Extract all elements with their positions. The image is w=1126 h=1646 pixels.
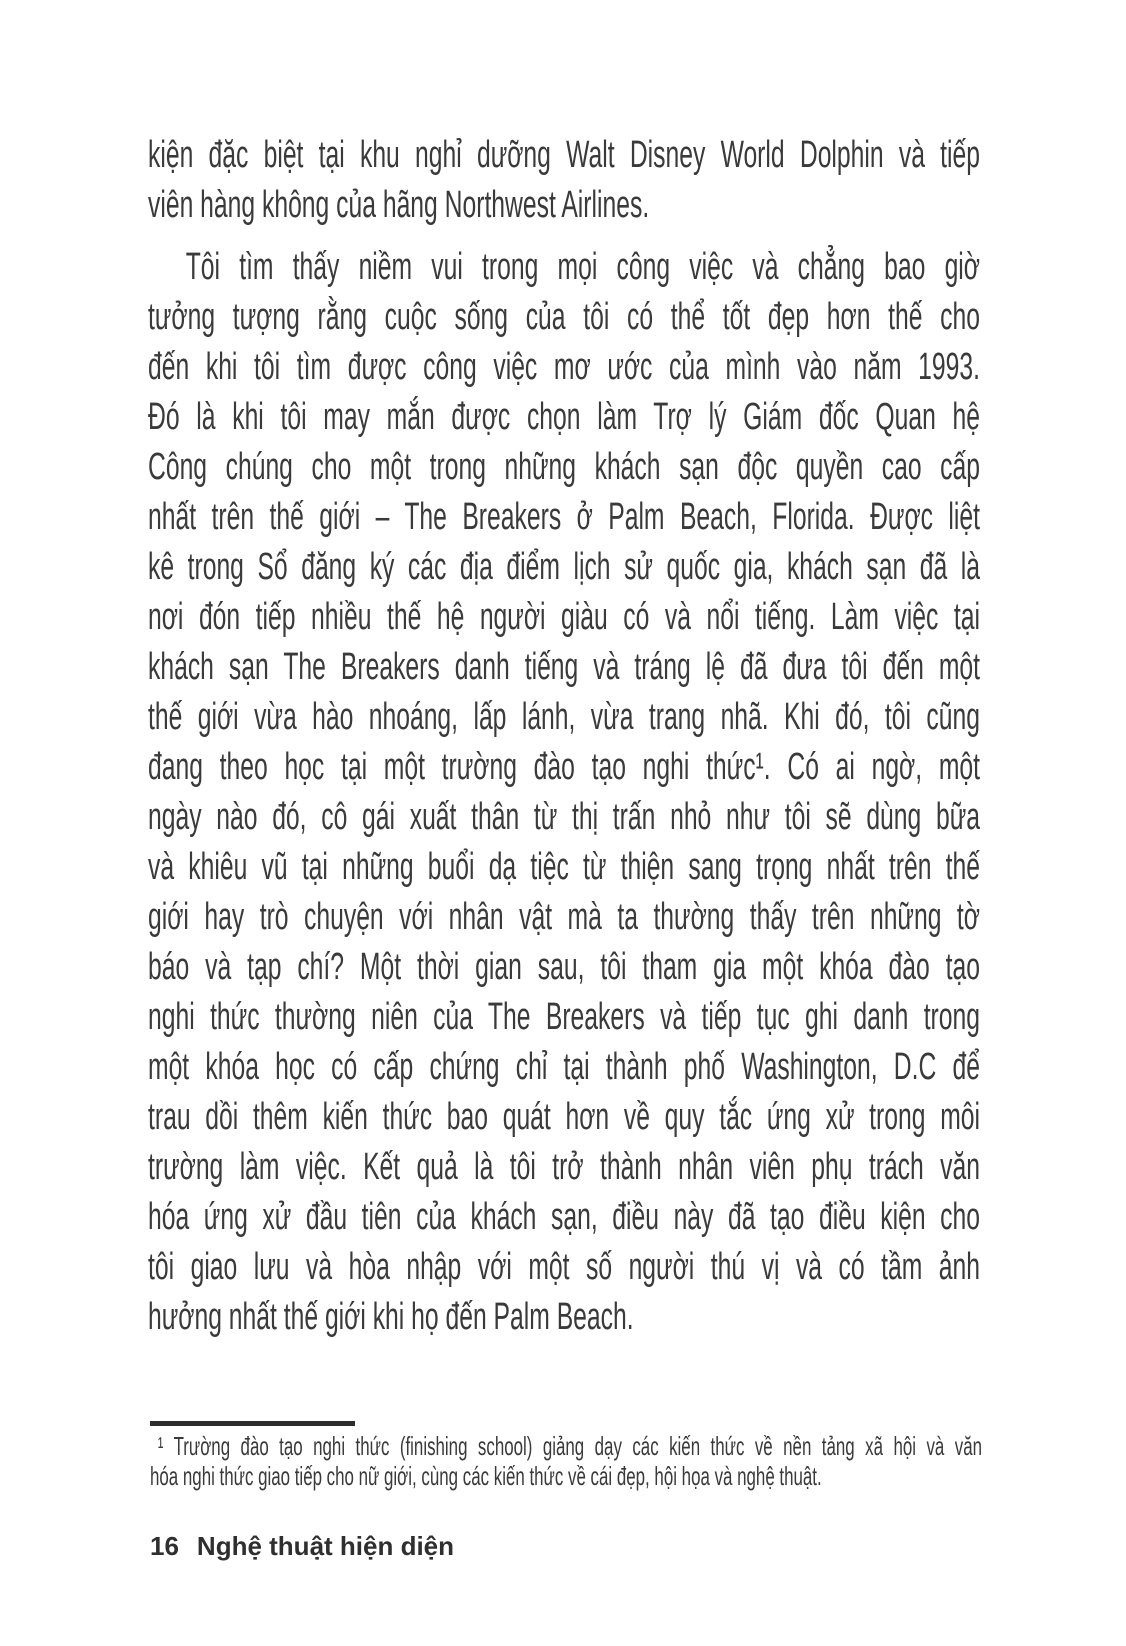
body-line xyxy=(148,1092,980,1142)
body-line-text: tôi giao lưu và hòa nhập với một số người thú vị và có tầm ảnh xyxy=(148,1246,980,1288)
body-line xyxy=(148,792,980,842)
footnote-line-text: hóa nghi thức giao tiếp cho nữ giới, cùng các kiến thức về cái đẹp, hội họa và nghệ thuật. xyxy=(150,1461,822,1491)
body-line-text: kiện đặc biệt tại khu nghỉ dưỡng Walt Disney World Dolphin và tiếp xyxy=(148,134,980,176)
body-line-text: trau dồi thêm kiến thức bao quát hơn về quy tắc ứng xử trong môi xyxy=(148,1096,980,1138)
paragraph xyxy=(148,242,980,1342)
body-line-text: thế giới vừa hào nhoáng, lấp lánh, vừa trang nhã. Khi đó, tôi cũng xyxy=(148,696,980,738)
body-line xyxy=(148,1142,980,1192)
body-line xyxy=(148,1192,980,1242)
body-line-text: Đó là khi tôi may mắn được chọn làm Trợ lý Giám đốc Quan hệ xyxy=(148,396,980,438)
page-footer xyxy=(150,1531,454,1562)
body-line-text: tưởng tượng rằng cuộc sống của tôi có thể tốt đẹp hơn thế cho xyxy=(148,296,980,338)
body-line-text: khách sạn The Breakers danh tiếng và tráng lệ đã đưa tôi đến một xyxy=(148,646,980,688)
page-number: 16 xyxy=(150,1531,179,1561)
paragraph xyxy=(148,130,980,230)
body-line xyxy=(148,180,980,230)
body-line xyxy=(148,342,980,392)
body-line-text: nghi thức thường niên của The Breakers và tiếp tục ghi danh trong xyxy=(148,996,980,1038)
body-line-text: ngày nào đó, cô gái xuất thân từ thị trấn nhỏ như tôi sẽ dùng bữa xyxy=(148,796,980,838)
footnote-divider-rule xyxy=(150,1421,355,1426)
body-line xyxy=(148,542,980,592)
body-line xyxy=(148,242,980,292)
body-line xyxy=(148,992,980,1042)
body-line-text: Công chúng cho một trong những khách sạn độc quyền cao cấp xyxy=(148,446,980,488)
body-line xyxy=(148,1242,980,1292)
body-line-text: kê trong Sổ đăng ký các địa điểm lịch sử quốc gia, khách sạn đã là xyxy=(148,546,980,588)
book-title: Nghệ thuật hiện diện xyxy=(196,1531,455,1561)
body-line-text: đến khi tôi tìm được công việc mơ ước của mình vào năm 1993. xyxy=(148,346,980,388)
body-line xyxy=(148,592,980,642)
body-line-text: giới hay trò chuyện với nhân vật mà ta thường thấy trên những tờ xyxy=(148,896,980,938)
body-line-text: đang theo học tại một trường đào tạo nghi thức¹. Có ai ngờ, một xyxy=(148,746,980,788)
body-line-text: hưởng nhất thế giới khi họ đến Palm Beach. xyxy=(148,1296,634,1338)
body-line xyxy=(148,692,980,742)
body-line-text: hóa ứng xử đầu tiên của khách sạn, điều này đã tạo điều kiện cho xyxy=(148,1196,980,1238)
body-line xyxy=(148,492,980,542)
body-line-text: nhất trên thế giới – The Breakers ở Palm Beach, Florida. Được liệt xyxy=(148,496,980,538)
body-line xyxy=(148,442,980,492)
footnote xyxy=(150,1431,982,1491)
body-line-text: nơi đón tiếp nhiều thế hệ người giàu có và nổi tiếng. Làm việc tại xyxy=(148,596,980,638)
body-line xyxy=(148,392,980,442)
body-line xyxy=(148,742,980,792)
body-line xyxy=(148,942,980,992)
footnote-line xyxy=(150,1461,982,1491)
body-text xyxy=(148,130,980,1342)
body-line-text: báo và tạp chí? Một thời gian sau, tôi tham gia một khóa đào tạo xyxy=(148,946,980,988)
body-line-text: trường làm việc. Kết quả là tôi trở thành nhân viên phụ trách văn xyxy=(148,1146,980,1188)
body-line xyxy=(148,642,980,692)
body-line xyxy=(148,292,980,342)
body-line-text: và khiêu vũ tại những buổi dạ tiệc từ thiện sang trọng nhất trên thế xyxy=(148,846,980,888)
body-line-text: Tôi tìm thấy niềm vui trong mọi công việc và chẳng bao giờ xyxy=(185,246,980,288)
body-line xyxy=(148,842,980,892)
body-line-text: viên hàng không của hãng Northwest Airlines. xyxy=(148,184,650,226)
footnote-line xyxy=(150,1431,982,1461)
body-line-text: một khóa học có cấp chứng chỉ tại thành phố Washington, D.C để xyxy=(148,1046,980,1088)
body-line xyxy=(148,1042,980,1092)
body-line xyxy=(148,130,980,180)
body-line xyxy=(148,892,980,942)
body-line xyxy=(148,1292,980,1342)
footnote-line-text: ¹ Trường đào tạo nghi thức (finishing school) giảng dạy các kiến thức về nền tảng xã hội và văn xyxy=(157,1431,983,1461)
